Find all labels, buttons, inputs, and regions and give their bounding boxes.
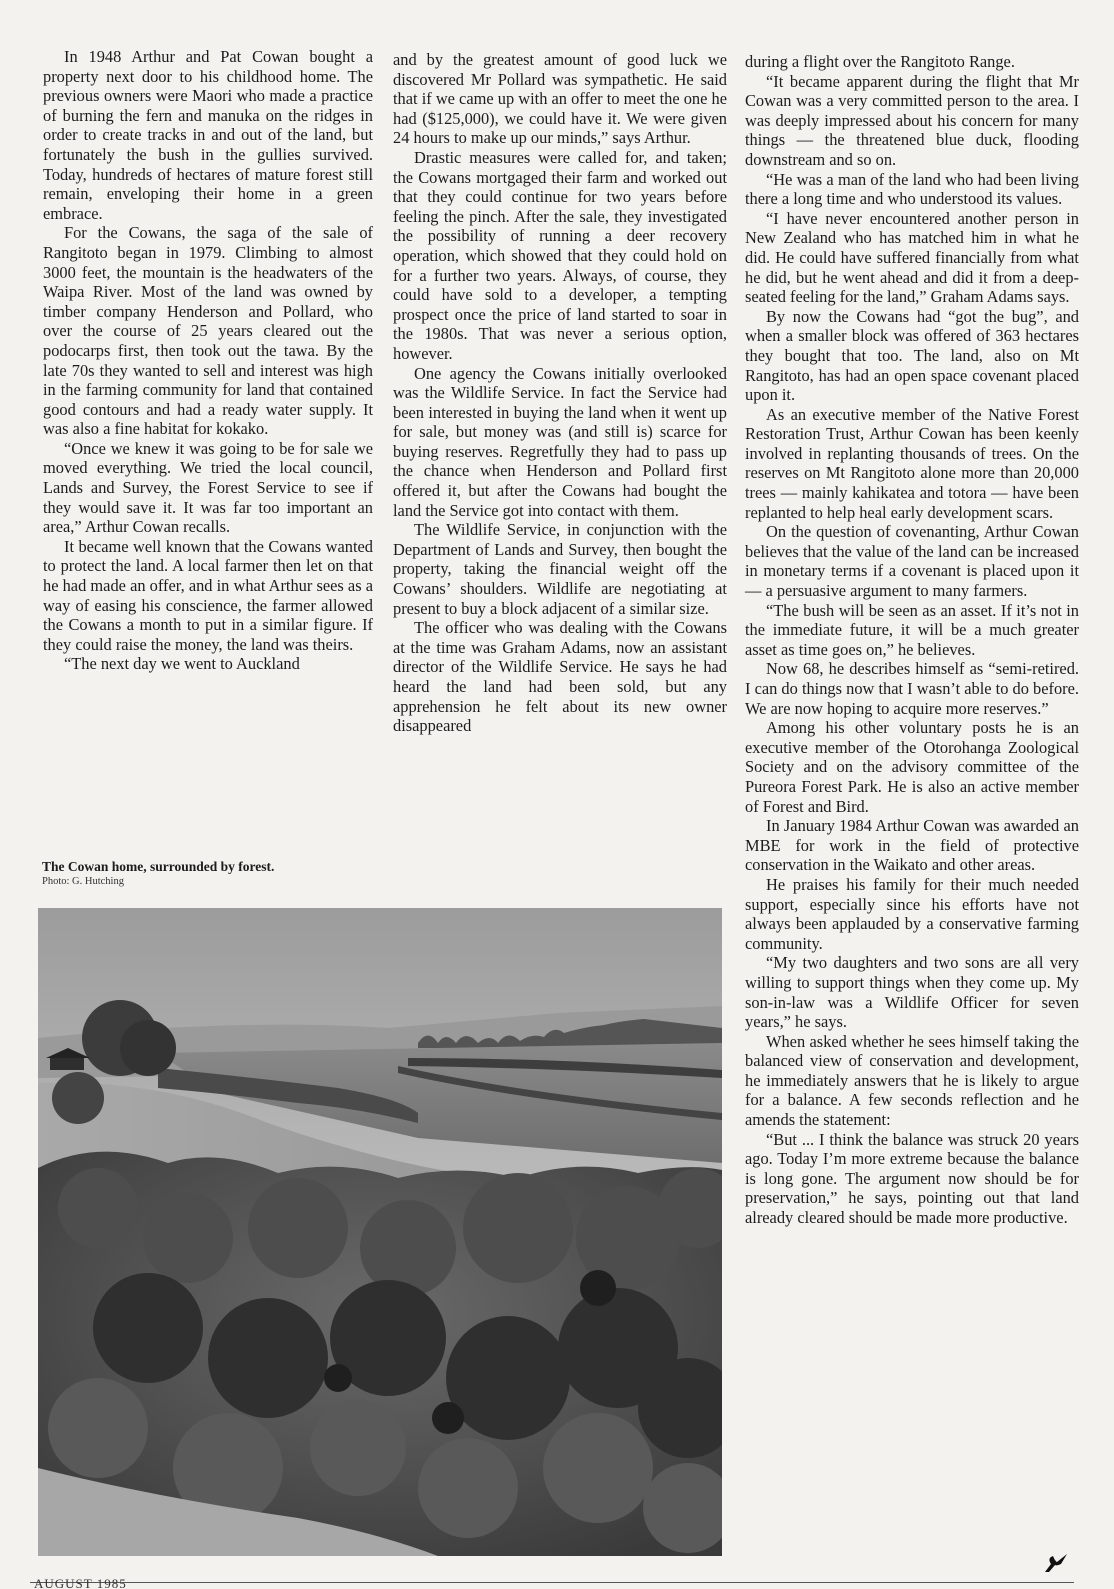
paragraph: The Wildlife Service, in conjunction with the Department of Lands and Survey, then bought the property, taking the financial weight off the Cowans’ shoulders. Wildlife are negotiating at present to buy a block adjacent of a similar size.: [393, 520, 727, 618]
paragraph: In January 1984 Arthur Cowan was awarded an MBE for work in the field of protective conservation in the Waikato and other areas.: [745, 816, 1079, 875]
article-column-1: [43, 47, 373, 674]
paragraph: It became well known that the Cowans wanted to protect the land. A local farmer then let on that he had made an offer, and in what Arthur sees as a way of easing his conscience, the farmer allowed the Cowans a month to put in a similar figure. If they could raise the money, the land was theirs.: [43, 536, 373, 654]
paragraph: “Once we knew it was going to be for sale we moved everything. We tried the local council, Lands and Survey, the Forest Service to see if they would save it. It was far too important an area,” Arthur Cowan recalls.: [43, 438, 373, 537]
paragraph: “The next day we went to Auckland: [64, 654, 300, 674]
paragraph: “He was a man of the land who had been living there a long time and who understood its values.: [745, 169, 1079, 209]
footer-rule: [30, 1582, 1074, 1583]
paragraph: “I have never encountered another person in New Zealand who has matched him in what he did. He could have suffered financially from what he did, but he went ahead and did it from a deep-seated feeling for the land,” Graham Adams says.: [745, 208, 1079, 307]
paragraph: during a flight over the Rangitoto Range.: [745, 52, 1015, 71]
paragraph: The officer who was dealing with the Cowans at the time was Graham Adams, now an assistant director of the Wildlife Service. He says he had heard the land had been sold, but any apprehension he felt about its new owner disappeared: [393, 618, 727, 736]
photo-caption: [42, 858, 372, 888]
paragraph: “It became apparent during the flight that Mr Cowan was a very committed person to the area. I was deeply impressed about his concern for many things — the threatened blue duck, flooding downstream and so on.: [745, 71, 1079, 169]
bird-logo-icon: [1043, 1552, 1069, 1574]
paragraph: In 1948 Arthur and Pat Cowan bought a property next door to his childhood home. The previous owners were Maori who made a practice of burning the fern and manuka on the ridges in order to create tracks in and out of the land, but fortunately the bush in the gullies survived. Today, hundreds of hectares of mature forest still remain, enveloping their home in a green embrace.: [43, 47, 373, 223]
paragraph: When asked whether he sees himself taking the balanced view of conservation and development, he immediately answers that he is likely to argue for a balance. A few seconds reflection and he amends the statement:: [745, 1031, 1079, 1130]
paragraph: and by the greatest amount of good luck we discovered Mr Pollard was sympathetic. He said that if we came up with an offer to meet the one he had ($125,000), we could have it. We were given 24 hours to make up our minds,” says Arthur.: [393, 50, 727, 148]
paragraph: He praises his family for their much needed support, especially since his efforts have not always been applauded by a conservative farming community.: [745, 874, 1079, 953]
paragraph: “The bush will be seen as an asset. If it’s not in the immediate future, it will be a much greater asset as time goes on,” he believes.: [745, 600, 1079, 659]
paragraph: “My two daughters and two sons are all very willing to support things when they come up. My son-in-law was a Wildlife Officer for seven years,” he says.: [745, 953, 1079, 1032]
article-column-3: [745, 52, 1079, 1228]
paragraph: On the question of covenanting, Arthur Cowan believes that the value of the land can be increased in monetary terms if a covenant is placed upon it — a persuasive argument to many farmers.: [745, 522, 1079, 601]
landscape-photo: [38, 908, 722, 1556]
photo-credit: Photo: G. Hutching: [42, 876, 124, 887]
article-column-2: [393, 50, 727, 736]
paragraph: “But ... I think the balance was struck 20 years ago. Today I’m more extreme because the balance is long gone. The argument now should be for preservation,” he says, pointing out that land already cleared should be made more productive.: [745, 1129, 1079, 1228]
paragraph: For the Cowans, the saga of the sale of Rangitoto began in 1979. Climbing to almost 3000 feet, the mountain is the headwaters of the Waipa River. Most of the land was owned by timber company Henderson and Pollard, who over the course of 25 years cleared out the podocarps first, then took out the tawa. By the late 70s they wanted to sell and interest was high in the farming community for land that contained good contours and had a ready water supply. It was also a fine habitat for kokako.: [43, 223, 373, 439]
footer-issue: AUGUST 1985: [34, 1578, 127, 1589]
paragraph: Now 68, he describes himself as “semi-retired. I can do things now that I wasn’t able to do before. We are now hoping to acquire more reserves.”: [745, 659, 1079, 718]
paragraph: By now the Cowans had “got the bug”, and when a smaller block was offered of 363 hectares they bought that too. The land, also on Mt Rangitoto, has had an open space covenant placed upon it.: [745, 306, 1079, 405]
paragraph: As an executive member of the Native Forest Restoration Trust, Arthur Cowan has been keenly involved in replanting thousands of trees. On the reserves on Mt Rangitoto alone more than 20,000 trees — mainly kahikatea and totora — have been replanted to help heal early development scars.: [745, 404, 1079, 522]
caption-title: The Cowan home, surrounded by forest.: [42, 859, 275, 874]
paragraph: One agency the Cowans initially overlooked was the Wildlife Service. In fact the Service had been interested in buying the land when it went up for sale, but money was (and still is) scarce for buying reserves. Regretfully they had to pass up the chance when Henderson and Pollard first offered it, but after the Cowans had bought the land the Service got into contact with them.: [393, 363, 727, 520]
paragraph: Among his other voluntary posts he is an executive member of the Otorohanga Zoological Society and on the advisory committee of the Pureora Forest Park. He is also an active member of Forest and Bird.: [745, 718, 1079, 816]
paragraph: Drastic measures were called for, and taken; the Cowans mortgaged their farm and worked out that they could continue for two years before feeling the pinch. After the sale, they investigated the possibility of running a deer recovery operation, which showed that they could hold on for a further two years. Always, of course, they could have sold to a developer, a tempting prospect once the price of land started to soar in the 1980s. That was never a serious option, however.: [393, 147, 727, 363]
